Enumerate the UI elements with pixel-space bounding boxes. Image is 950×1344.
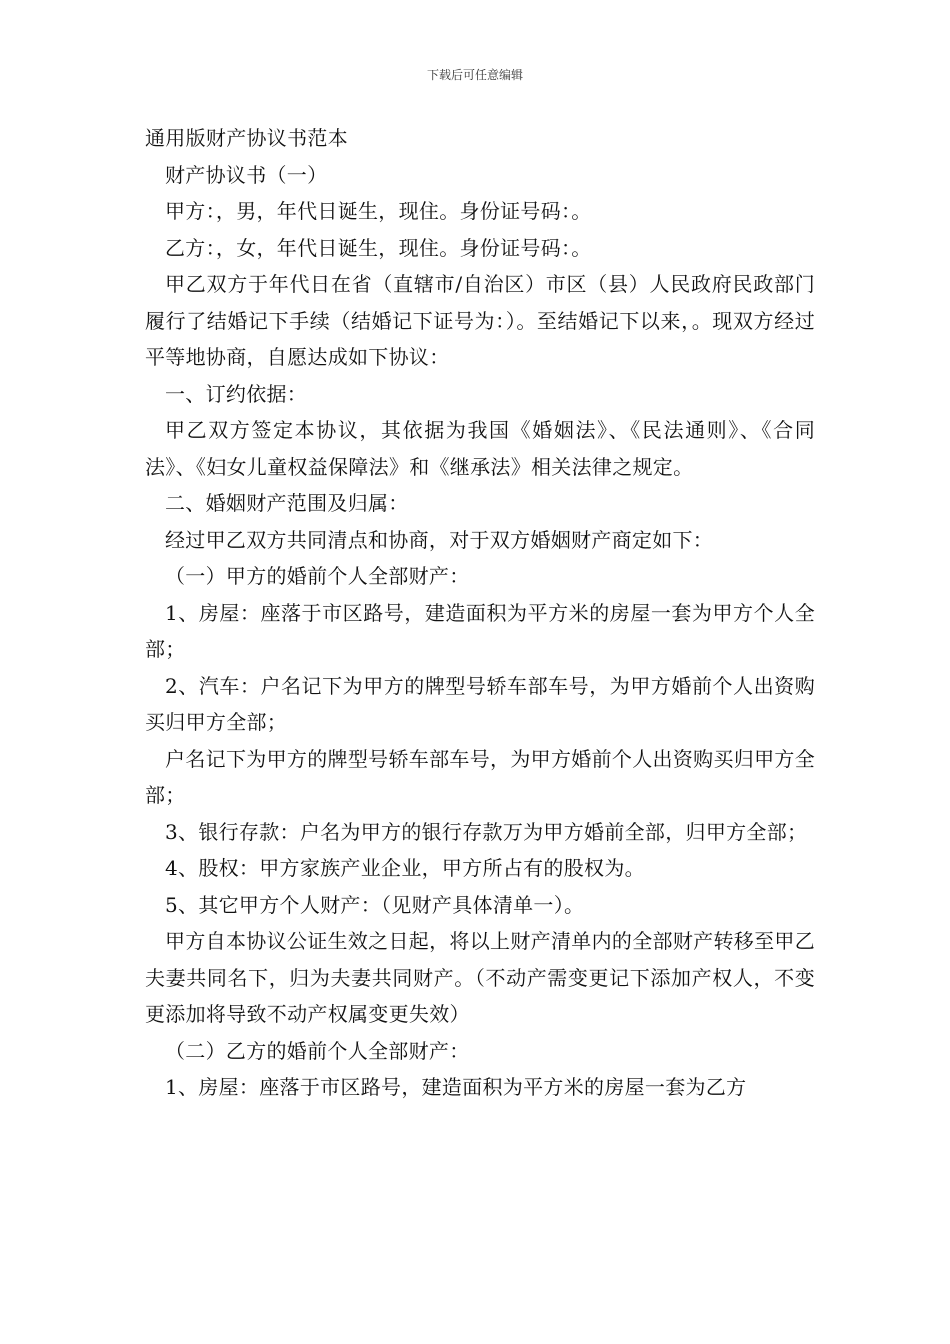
paragraph: 甲方：，男，年代日诞生，现住。身份证号码：。 <box>165 199 592 223</box>
paragraph: 4、股权：甲方家族产业企业，甲方所占有的股权为。 <box>165 856 645 880</box>
paragraph: 甲乙双方签定本协议，其依据为我国《婚姻法》、《民法通则》、《合同法》、《妇女儿童权益保障法》和《继承法》相关法律之规定。 <box>145 418 815 479</box>
paragraph: 户名记下为甲方的牌型号轿车部车号，为甲方婚前个人出资购买归甲方全部； <box>145 746 815 807</box>
paragraph: 甲方自本协议公证生效之日起，将以上财产清单内的全部财产转移至甲乙夫妻共同名下，归为夫妻共同财产。（不动产需变更记下添加产权人，不变更添加将导致不动产权属变更失效） <box>145 929 815 1026</box>
paragraph: 2、汽车：户名记下为甲方的牌型号轿车部车号，为甲方婚前个人出资购买归甲方全部； <box>145 673 815 734</box>
page-header-note: 下载后可任意编辑 <box>426 68 523 82</box>
paragraph: （二）乙方的婚前个人全部财产： <box>165 1038 470 1063</box>
paragraph: 一、订约依据： <box>165 381 308 406</box>
document-body <box>145 120 815 1106</box>
paragraph: 1、房屋：座落于市区路号，建造面积为平方米的房屋一套为乙方 <box>165 1075 747 1099</box>
paragraph: 1、房屋：座落于市区路号，建造面积为平方米的房屋一套为甲方个人全部； <box>145 600 815 661</box>
paragraph: 乙方：，女，年代日诞生，现住。身份证号码：。 <box>165 235 592 260</box>
paragraph: 5、其它甲方个人财产：（见财产具体清单一）。 <box>165 892 585 917</box>
paragraph: 3、银行存款：户名为甲方的银行存款万为甲方婚前全部，归甲方全部； <box>165 819 808 844</box>
document-title: 通用版财产协议书范本 <box>145 126 348 150</box>
paragraph: （一）甲方的婚前个人全部财产： <box>165 564 470 588</box>
paragraph: 经过甲乙双方共同清点和协商，对于双方婚姻财产商定如下： <box>165 527 714 552</box>
paragraph: 二、婚姻财产范围及归属： <box>165 491 409 515</box>
paragraph: 财产协议书（一） <box>165 162 328 187</box>
paragraph: 甲乙双方于年代日在省（直辖市/自治区）市区（县）人民政府民政部门履行了结婚记下手续（结婚记下证号为：）。至结婚记下以来，。现双方经过平等地协商，自愿达成如下协议： <box>145 272 815 369</box>
